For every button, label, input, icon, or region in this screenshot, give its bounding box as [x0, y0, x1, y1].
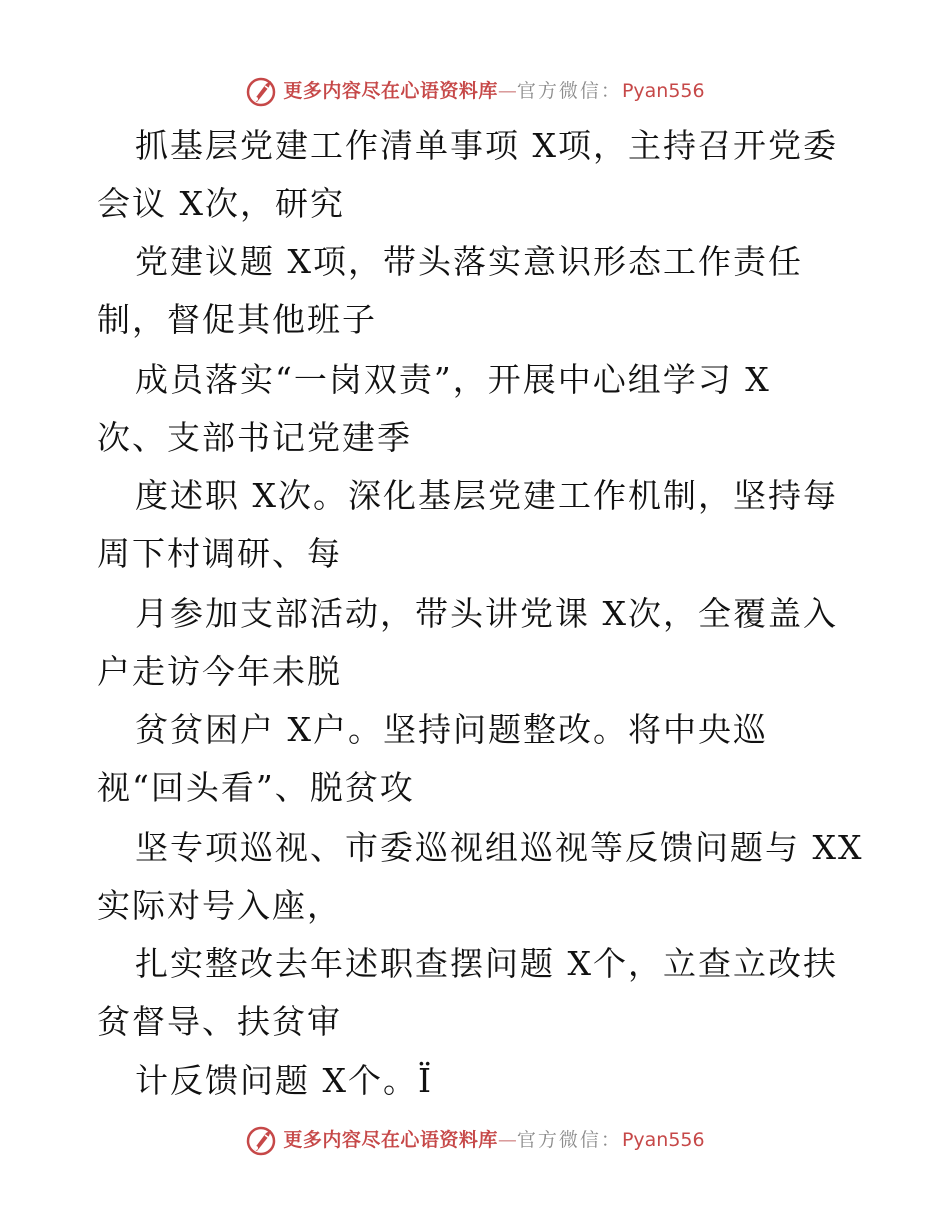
watermark-slogan: 更多内容尽在心语资料库 — [283, 1129, 498, 1151]
watermark-wechat-label: 官方微信： — [516, 80, 622, 102]
text-line: 度述职 X次。深化基层党建工作机制，坚持每 — [135, 476, 838, 515]
watermark-wechat-label: 官方微信： — [516, 1129, 622, 1151]
text-line: 户走访今年未脱 — [97, 652, 342, 691]
text-line: 实际对号入座， — [97, 886, 342, 925]
text-line: 贫贫困户 X户。坚持问题整改。将中央巡 — [135, 710, 768, 749]
text-line: 视“回头看”、脱贫攻 — [97, 768, 415, 807]
text-line: 扎实整改去年述职查摆问题 X个，立查立改扶 — [135, 944, 838, 983]
text-line: 抓基层党建工作清单事项 X项，主持召开党委 — [135, 126, 838, 165]
watermark-wechat-id: Pyan556 — [621, 80, 705, 102]
text-line: 月参加支部活动，带头讲党课 X次，全覆盖入 — [135, 594, 838, 633]
watermark-wechat-id: Pyan556 — [621, 1129, 705, 1151]
watermark-separator: — — [497, 1129, 517, 1151]
text-line: 次、支部书记党建季 — [97, 418, 412, 457]
text-line: 会议 X次，研究 — [97, 184, 345, 223]
text-line: 贫督导、扶贫审 — [97, 1002, 342, 1041]
footer-watermark — [0, 1120, 950, 1160]
watermark-slogan: 更多内容尽在心语资料库 — [283, 80, 498, 102]
text-line: 党建议题 X项，带头落实意识形态工作责任 — [135, 242, 803, 281]
text-line: 成员落实“一岗双责”，开展中心组学习 X — [135, 360, 771, 399]
text-line: 周下村调研、每 — [97, 534, 342, 573]
watermark-separator: — — [497, 80, 517, 102]
text-line: 制，督促其他班子 — [97, 300, 377, 339]
pen-nib-logo-icon — [245, 1123, 279, 1157]
text-line: 计反馈问题 X个。Ï — [135, 1061, 434, 1100]
text-line: 坚专项巡视、市委巡视组巡视等反馈问题与 XX — [135, 828, 864, 867]
